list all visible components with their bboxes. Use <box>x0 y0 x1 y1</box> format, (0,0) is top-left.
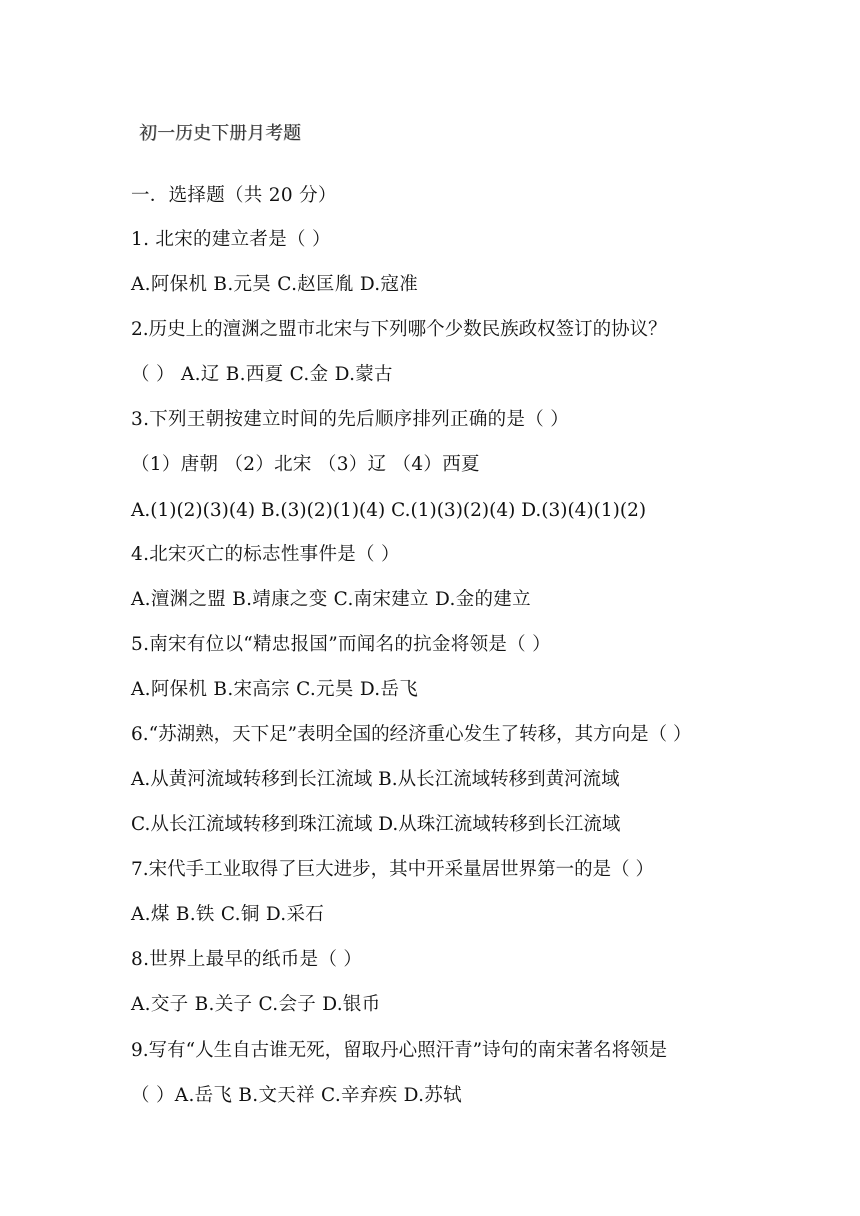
question-6-options-ab: A.从黄河流域转移到长江流域 B.从长江流域转移到黄河流域 <box>131 769 620 790</box>
question-6: 6.“苏湖熟，天下足”表明全国的经济重心发生了转移，其方向是（ ） <box>131 724 692 745</box>
question-5: 5.南宋有位以“精忠报国”而闻名的抗金将领是（ ） <box>131 634 551 655</box>
question-3-options: A.(1)(2)(3)(4) B.(3)(2)(1)(4) C.(1)(3)(2)(4) D.(3)(4)(1)(2) <box>131 500 647 521</box>
question-1: 1. 北宋的建立者是（ ） <box>131 229 331 250</box>
question-3-items: （1）唐朝 （2）北宋 （3）辽 （4）西夏 <box>131 454 480 475</box>
question-8-options: A.交子 B.关子 C.会子 D.银币 <box>131 994 381 1015</box>
question-2-options: （ ） A.辽 B.西夏 C.金 D.蒙古 <box>131 364 393 385</box>
question-1-options: A.阿保机 B.元昊 C.赵匡胤 D.寇准 <box>131 274 419 295</box>
question-7: 7.宋代手工业取得了巨大进步，其中开采量居世界第一的是（ ） <box>131 859 655 880</box>
question-9-options: （ ）A.岳飞 B.文天祥 C.辛弃疾 D.苏轼 <box>131 1085 462 1106</box>
question-4: 4.北宋灭亡的标志性事件是（ ） <box>131 544 400 565</box>
question-3: 3.下列王朝按建立时间的先后顺序排列正确的是（ ） <box>131 409 570 430</box>
question-2: 2.历史上的澶渊之盟市北宋与下列哪个少数民族政权签订的协议？ <box>131 319 667 340</box>
question-4-options: A.澶渊之盟 B.靖康之变 C.南宋建立 D.金的建立 <box>131 589 531 610</box>
section-heading: 一．选择题（共 20 分） <box>131 185 337 206</box>
question-6-options-cd: C.从长江流域转移到珠江流域 D.从珠江流域转移到长江流域 <box>131 814 621 835</box>
question-9: 9.写有“人生自古谁无死，留取丹心照汗青”诗句的南宋著名将领是 <box>131 1040 668 1061</box>
question-8: 8.世界上最早的纸币是（ ） <box>131 949 363 970</box>
exam-title: 初一历史下册月考题 <box>139 123 301 144</box>
question-5-options: A.阿保机 B.宋高宗 C.元昊 D.岳飞 <box>131 679 419 700</box>
question-7-options: A.煤 B.铁 C.铜 D.采石 <box>131 904 325 925</box>
